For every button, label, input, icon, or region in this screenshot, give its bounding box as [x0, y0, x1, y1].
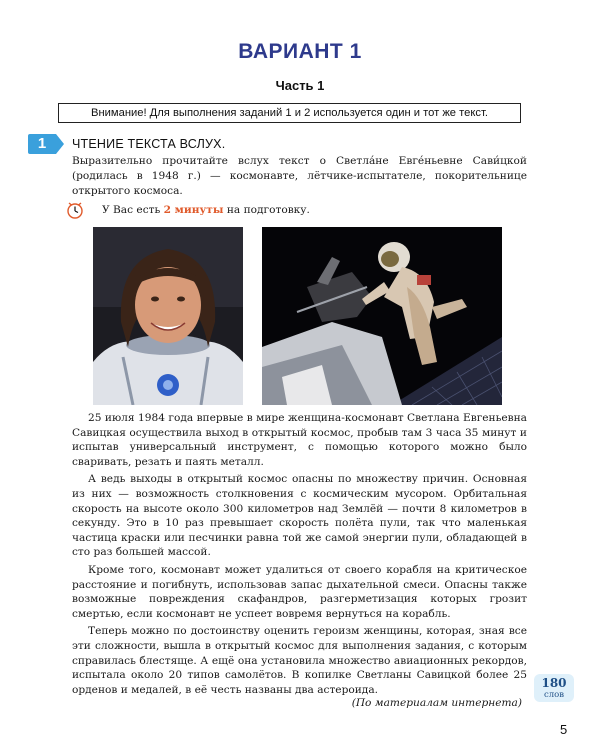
paragraph: 25 июля 1984 года впервые в мире женщина-космонавт Светлана Евгеньевна Савицкая осуществила выход в открытый космос, пробыв там 3 часа 35 минут и испытав универсальный инструмент, с помощью которого можно было сваривать, резать и паять металл. — [72, 412, 527, 468]
part-title: Часть 1 — [275, 78, 325, 93]
variant-title: ВАРИАНТ 1 — [238, 40, 362, 63]
page-number: 5 — [560, 722, 568, 737]
word-count-number: 180 — [541, 676, 567, 690]
timer-prefix: У Вас есть — [102, 204, 164, 216]
paragraph: Кроме того, космонавт может удалиться от своего корабля на критическое расстояние и погибнуть, использовав запас дыхательной смеси. Опасны также возможные повреждения скафандров, разгерметизация которых грозит смертью, если космонавт не успеет вовремя вернуться на корабль. — [72, 563, 527, 620]
prep-time-note — [102, 204, 310, 216]
notice-box: Внимание! Для выполнения заданий 1 и 2 используется один и тот же текст. — [58, 103, 521, 123]
clock-icon — [66, 201, 84, 219]
word-count-badge — [534, 674, 574, 702]
word-count-label: слов — [543, 690, 565, 700]
timer-duration: 2 минуты — [163, 204, 224, 216]
spacewalk-photo — [262, 227, 502, 405]
reading-text — [72, 411, 527, 700]
source-citation: (По материалам интернета) — [351, 697, 522, 709]
paragraph: Теперь можно по достоинству оценить героизм женщины, которая, зная все эти сложности, вышла в открытый космос для выполнения задания, с которым справилась блестяще. А ещё она установила множество авиационных рекордов, испытала около 20 типов самолётов. В копилке Светланы Савицкой более 25 орденов и медалей, в её честь названы два астероида. — [72, 625, 527, 696]
paragraph: А ведь выходы в открытый космос опасны по множеству причин. Основная из них — возможность столкновения с космическим мусором. Орбитальная скорость на высоте около 300 километров над Землёй — почти 8 километров в секунду. Это в 10 раз превышает скорость полёта пули, так что маленькая частица краски или песчинки равна той же самой энергии пули, обладающей в сто раз большей массой. — [72, 473, 527, 559]
task-number-badge: 1 — [28, 134, 56, 154]
timer-suffix: на подготовку. — [223, 204, 310, 216]
task-instruction: Выразительно прочитайте вслух текст о Светла́не Евге́ньевне Сави́цкой (родилась в 1948 г.) — космонавте, лётчике-испытателе, покорительнице открытого космоса. — [72, 155, 527, 197]
portrait-photo — [93, 227, 243, 405]
task-heading: ЧТЕНИЕ ТЕКСТА ВСЛУХ. — [72, 137, 226, 151]
